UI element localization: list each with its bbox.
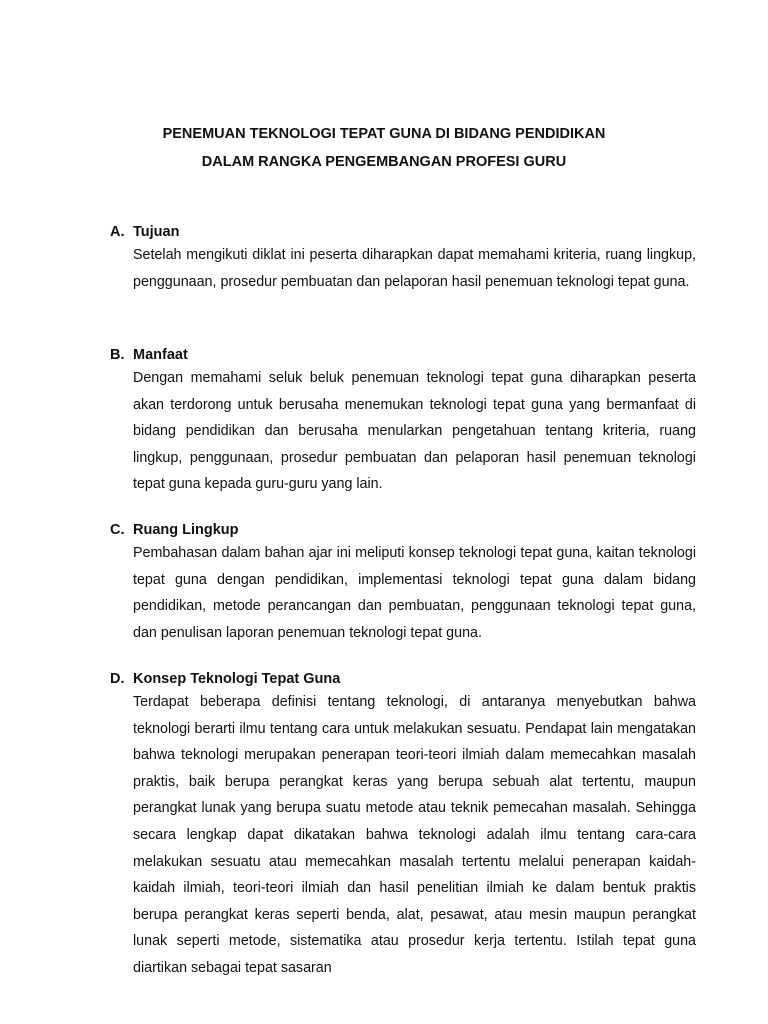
section-body xyxy=(133,689,696,982)
section-letter: D. xyxy=(110,671,125,687)
section-paragraph: Pembahasan dalam bahan ajar ini meliputi konsep teknologi tepat guna, kaitan teknologi tepat guna dengan pendidikan, implementasi teknologi tepat guna dalam bidang pendidikan, metode perancangan dan pembuatan, penggunaan teknologi tepat guna, dan penulisan laporan penemuan teknologi tepat guna. xyxy=(133,545,696,641)
section-heading-text: Tujuan xyxy=(133,224,180,240)
section-letter: C. xyxy=(110,522,125,538)
section-letter: A. xyxy=(110,224,125,240)
section-heading xyxy=(110,345,696,365)
section-heading-text: Konsep Teknologi Tepat Guna xyxy=(133,671,341,687)
section-heading-text: Ruang Lingkup xyxy=(133,522,239,538)
section-heading xyxy=(110,669,696,689)
section-konsep xyxy=(110,669,696,982)
section-heading xyxy=(110,222,696,242)
section-heading xyxy=(110,520,696,540)
document-title-line-2: DALAM RANGKA PENGEMBANGAN PROFESI GURU xyxy=(201,154,567,170)
section-tujuan xyxy=(110,222,696,295)
section-body xyxy=(133,242,696,295)
section-paragraph: Terdapat beberapa definisi tentang teknologi, di antaranya menyebutkan bahwa teknologi berarti ilmu tentang cara untuk melakukan sesuatu. Pendapat lain mengatakan bahwa teknologi merupakan penerapan teori-teori ilmiah dalam memecahkan masalah praktis, baik berupa perangkat keras yang berupa sebuah alat tertentu, maupun perangkat lunak yang berupa suatu metode atau teknik pemecahan masalah. Sehingga secara lengkap dapat dikatakan bahwa teknologi adalah ilmu tentang cara-cara melakukan sesuatu atau memecahkan masalah tertentu melalui penerapan kaidah-kaidah ilmiah, teori-teori ilmiah dan hasil penelitian ilmiah ke dalam bentuk praktis berupa perangkat keras seperti benda, alat, pesawat, atau mesin maupun perangkat lunak seperti metode, sistematika atau prosedur kerja tertentu. Istilah tepat guna diartikan sebagai tepat sasaran xyxy=(133,694,696,976)
section-paragraph: Dengan memahami seluk beluk penemuan teknologi tepat guna diharapkan peserta akan terdorong untuk berusaha menemukan teknologi tepat guna yang bermanfaat di bidang pendidikan dan berusaha menularkan pengetahuan tentang kriteria, ruang lingkup, penggunaan, prosedur pembuatan dan pelaporan hasil penemuan teknologi tepat guna kepada guru-guru yang lain. xyxy=(133,370,696,493)
section-ruang-lingkup xyxy=(110,520,696,646)
section-body xyxy=(133,365,696,498)
section-manfaat xyxy=(110,345,696,498)
document-title-line-1: PENEMUAN TEKNOLOGI TEPAT GUNA DI BIDANG PENDIDIKAN xyxy=(162,126,606,142)
section-heading-text: Manfaat xyxy=(133,347,188,363)
section-paragraph: Setelah mengikuti diklat ini peserta diharapkan dapat memahami kriteria, ruang lingkup, penggunaan, prosedur pembuatan dan pelaporan hasil penemuan teknologi tepat guna. xyxy=(133,247,696,290)
section-letter: B. xyxy=(110,347,125,363)
section-body xyxy=(133,540,696,646)
